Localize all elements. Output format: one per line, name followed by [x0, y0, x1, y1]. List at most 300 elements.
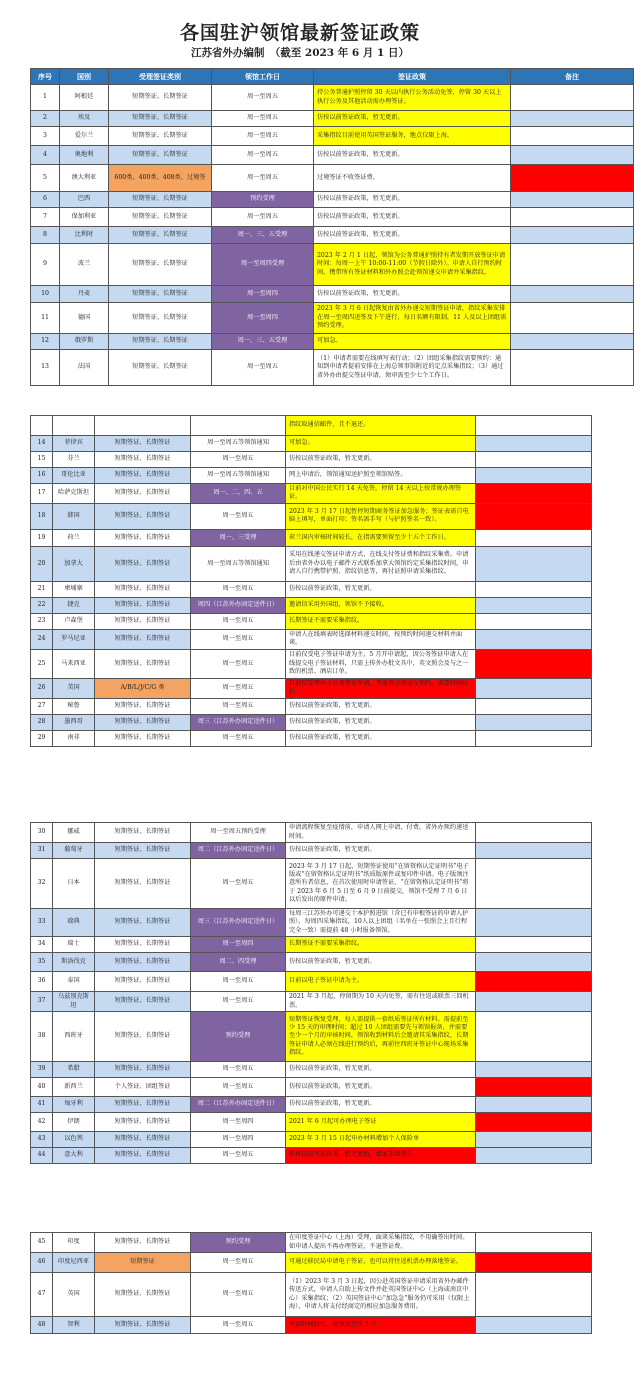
country-cell: 智利	[53, 1317, 95, 1334]
visa-types-cell: 短期签证、长期签证	[95, 484, 191, 504]
note-cell	[511, 334, 634, 350]
work-days-cell: 周一至周五	[191, 613, 286, 629]
work-days-cell: 周二（江苏外办固定送件日）	[191, 843, 286, 859]
visa-policy-cell: 2023 年 2 月 1 日起，领馆为公务普通护照持有者发期开放签证申请时间：每周一上午 10:00-11:00（节假日除外）。申请人自行预约时间，携带所有签证材料和外办照会赴领馆递交申请并采集指纹。	[314, 244, 511, 286]
visa-types-cell: 短期签证、长期签证	[95, 1012, 191, 1062]
country-cell: 保加利亚	[60, 208, 109, 227]
visa-policy-cell: 2023 年 3 月 17 日起，短期签证使用“在留资格认定证明书”电子版或“在留资格认定证明书”纸质版原件或复印件申请。电子版须注意所有者信息，在首次使用时申请签证，“在留资格认定证明书”将于 2023 年 6 月 5 日至 6 月 9 日前提交，领馆不受理 7 月 6 日以后发出的原件申请。	[286, 859, 476, 909]
page-subtitle: 江苏省外办编制 （截至 2023 年 6 月 1 日）	[190, 47, 410, 59]
note-cell	[511, 244, 634, 286]
visa-policy-cell: 仿按以前签证政策，暂无更新。	[286, 843, 476, 859]
row-number: 23	[31, 613, 53, 629]
country-cell: 菲律宾	[53, 436, 95, 452]
work-days-cell: 周一至周五等领馆通知	[191, 546, 286, 581]
work-days-cell: 预约受理	[212, 192, 314, 208]
table-row	[31, 823, 592, 843]
visa-table-section	[30, 1232, 592, 1334]
row-number: 30	[31, 823, 53, 843]
row-number: 44	[31, 1148, 53, 1164]
country-cell: 匈牙利	[53, 1097, 95, 1113]
visa-types-cell: 短期签证	[95, 1253, 191, 1273]
table-row	[31, 1148, 592, 1164]
work-days-cell: 周一至周五	[191, 1148, 286, 1164]
visa-policy-cell: （1）2023 年 3 月 3 日起，因公赴英国签证申请采用省外办邮件传送方式，申请人自助上传文件并赴英国签证中心（上海或南京中心）采集指纹；（2）英国签证中心“加急急”服务仍可采用（仅限上海），申请人将支付经商定的相应加急服务费用。	[286, 1273, 476, 1317]
visa-policy-cell: （1）申请者需要在线填写表行动；（2）团组采集指纹需要预约：通知到申请者提前安排在上海总领事馆附近的定点采集指纹；（3）通过省外办由提交签证申请，须审需至少七个工作日。	[314, 350, 511, 386]
work-days-cell: 周三（江苏外办固定送件日）	[191, 714, 286, 730]
table-row	[31, 714, 592, 730]
work-days-cell: 周一至周四	[212, 303, 314, 334]
country-cell: 秘鲁	[53, 698, 95, 714]
visa-policy-cell: 仿按以前签证政策，暂无更新。	[314, 227, 511, 244]
work-days-cell: 周一至周五	[212, 85, 314, 111]
visa-policy-cell: 长期签证不需要采集指纹。	[286, 613, 476, 629]
note-cell	[476, 436, 592, 452]
row-number: 18	[31, 503, 53, 529]
row-number: 37	[31, 992, 53, 1012]
visa-types-cell: 短期签证、长期签证	[95, 1062, 191, 1078]
visa-policy-cell: 目前以电子签证申请为主。	[286, 972, 476, 992]
row-number: 36	[31, 972, 53, 992]
country-cell: 日本	[53, 859, 95, 909]
work-days-cell: 周一至周五	[191, 698, 286, 714]
note-cell	[476, 859, 592, 909]
visa-types-cell: 短期签证、长期签证	[109, 85, 212, 111]
country-cell: 乌兹别克斯坦	[53, 992, 95, 1012]
visa-policy-cell: 可通过移民局申请电子签证，也可以持往返机票办理落地签证。	[286, 1253, 476, 1273]
note-cell	[511, 85, 634, 111]
table-row	[31, 1317, 592, 1334]
country-cell: 瑞典	[53, 909, 95, 937]
work-days-cell: 预约受理	[191, 1233, 286, 1253]
table-row	[31, 127, 634, 146]
table-row	[31, 937, 592, 953]
row-number: 12	[31, 334, 60, 350]
country-cell: 爱尔兰	[60, 127, 109, 146]
work-days-cell: 周一、三、五受理	[212, 334, 314, 350]
row-number: 20	[31, 546, 53, 581]
table-header-row	[31, 69, 634, 85]
table-row	[31, 698, 592, 714]
work-days-cell: 周一至周五	[191, 1273, 286, 1317]
table-row	[31, 503, 592, 529]
row-number	[31, 416, 53, 436]
visa-types-cell: 短期签证、长期签证	[109, 111, 212, 127]
work-days-cell: 周二、四受理	[191, 953, 286, 972]
visa-policy-cell: 长期签证不需要采集指纹。	[286, 937, 476, 953]
note-cell	[511, 208, 634, 227]
country-cell: 柬埔寨	[53, 581, 95, 597]
table-row	[31, 436, 592, 452]
visa-policy-cell: 2023 年 3 月 6 日起恢复由省外办递交短期签证申请，指纹采集安排在周一至周四送签及下午进行，每日名额有限制，11 人及以上团组需预约受理。	[314, 303, 511, 334]
table-row	[31, 484, 592, 504]
note-cell: 对于签证无法提前发布的情况不受影响	[476, 972, 592, 992]
visa-policy-cell: 仿按以前签证政策，暂无更新。	[314, 111, 511, 127]
visa-policy-cell: 仿按以前签证政策，暂无更新。	[286, 452, 476, 468]
country-cell: 哥伦比亚	[53, 468, 95, 484]
country-cell: 加拿大	[53, 546, 95, 581]
visa-table-section	[30, 68, 634, 386]
visa-types-cell: 短期签证、长期签证	[109, 227, 212, 244]
note-cell	[476, 843, 592, 859]
table-row	[31, 1078, 592, 1097]
work-days-cell: 周一、二、四、五	[191, 484, 286, 504]
row-number: 24	[31, 629, 53, 649]
country-cell: 瑞士	[53, 937, 95, 953]
column-header: 序号	[31, 69, 60, 85]
note-cell	[476, 529, 592, 546]
work-days-cell: 周一至周五	[191, 1062, 286, 1078]
table-row	[31, 1012, 592, 1062]
visa-policy-cell: 2023 年 3 月 15 日起申办材料增加个人保险单	[286, 1132, 476, 1148]
visa-types-cell: 短期签证、长期签证	[95, 953, 191, 972]
note-cell	[511, 111, 634, 127]
row-number: 17	[31, 484, 53, 504]
visa-policy-cell: 仿按以前签证政策，暂无更新。	[314, 146, 511, 165]
visa-types-cell: 短期签证、长期签证	[95, 859, 191, 909]
work-days-cell: 周一至周四	[191, 1113, 286, 1132]
work-days-cell: 周一至周四	[191, 937, 286, 953]
row-number: 5	[31, 165, 60, 192]
note-cell: 对于签证无法提前发布的情况不受影响	[476, 649, 592, 678]
row-number: 28	[31, 714, 53, 730]
row-number: 35	[31, 953, 53, 972]
column-header: 领馆工作日	[212, 69, 314, 85]
country-cell: 波兰	[60, 244, 109, 286]
country-cell: 斯洛伐克	[53, 953, 95, 972]
visa-policy-cell: 网上申请后，领馆通知送护照至领馆贴签。	[286, 468, 476, 484]
visa-types-cell: 短期签证、长期签证	[95, 1273, 191, 1317]
table-row	[31, 146, 634, 165]
row-number: 47	[31, 1273, 53, 1317]
work-days-cell: 周一至周五	[191, 649, 286, 678]
country-cell: 荷兰	[53, 529, 95, 546]
row-number: 7	[31, 208, 60, 227]
country-cell: 印度尼西亚	[53, 1253, 95, 1273]
work-days-cell: 周一至周五	[191, 1317, 286, 1334]
country-cell: 丹麦	[60, 286, 109, 303]
visa-types-cell: 短期签证、长期签证	[95, 1233, 191, 1253]
note-cell	[511, 286, 634, 303]
visa-types-cell: 短期签证、长期签证	[95, 629, 191, 649]
table-row	[31, 192, 634, 208]
column-header: 受理签证类别	[109, 69, 212, 85]
country-cell: 澳大利亚	[60, 165, 109, 192]
note-cell	[476, 468, 592, 484]
table-row	[31, 597, 592, 613]
note-cell	[476, 698, 592, 714]
visa-types-cell: 短期签证、长期签证	[95, 714, 191, 730]
country-cell: 希腊	[53, 1062, 95, 1078]
note-cell: 对于签证无法提前发布的情况不受影响	[476, 1253, 592, 1273]
row-number: 41	[31, 1097, 53, 1113]
table-row	[31, 1097, 592, 1113]
row-number: 40	[31, 1078, 53, 1097]
visa-types-cell: 短期签证、长期签证	[95, 730, 191, 746]
work-days-cell: 周一至周五	[191, 992, 286, 1012]
note-cell	[476, 597, 592, 613]
visa-policy-cell: 邀请信采用外国组，领馆不予接收。	[286, 597, 476, 613]
country-cell: 德国	[60, 303, 109, 334]
table-row	[31, 111, 634, 127]
work-days-cell	[191, 416, 286, 436]
note-cell	[476, 1148, 592, 1164]
table-row	[31, 1273, 592, 1317]
table-row	[31, 165, 634, 192]
work-days-cell: 周一至周四受理	[212, 244, 314, 286]
visa-types-cell: 短期签证、长期签证	[95, 937, 191, 953]
note-cell	[511, 146, 634, 165]
table-row	[31, 730, 592, 746]
table-row	[31, 972, 592, 992]
row-number: 14	[31, 436, 53, 452]
visa-policy-cell: 2021 年 6 月起可办理电子签证	[286, 1113, 476, 1132]
work-days-cell: 周一至周五	[212, 350, 314, 386]
table-row	[31, 208, 634, 227]
visa-policy-cell: 仿按以前签证政策，暂无更新。	[286, 698, 476, 714]
work-days-cell: 周二（江苏外办固定送件日）	[191, 1097, 286, 1113]
row-number: 27	[31, 698, 53, 714]
table-row	[31, 1113, 592, 1132]
country-cell: 美国	[53, 678, 95, 698]
visa-policy-cell: 仿按以前签证政策，暂无更新。	[286, 730, 476, 746]
note-cell: 对于签证无法提前发布的情况不受影响	[511, 165, 634, 192]
visa-types-cell	[95, 416, 191, 436]
country-cell: 葡萄牙	[53, 843, 95, 859]
country-cell: 韩国	[53, 503, 95, 529]
country-cell: 捷克	[53, 597, 95, 613]
work-days-cell: 周一至周五预约受理	[191, 823, 286, 843]
visa-policy-cell: 每周三江苏外办可递交十本护照进馆（含已有申根签证的申请人护照），每周四采集指纹，10人以上团组（名单在一张照会上且行程完全一致）需提前 48 小时报备领馆。	[286, 909, 476, 937]
visa-types-cell: 短期签证、长期签证	[109, 146, 212, 165]
country-cell: 奥地利	[60, 146, 109, 165]
row-number: 32	[31, 859, 53, 909]
visa-types-cell: 短期签证、长期签证	[95, 992, 191, 1012]
row-number: 2	[31, 111, 60, 127]
country-cell: 卢森堡	[53, 613, 95, 629]
row-number: 21	[31, 581, 53, 597]
row-number: 39	[31, 1062, 53, 1078]
table-row	[31, 529, 592, 546]
visa-policy-cell: 可加急。	[314, 334, 511, 350]
note-cell	[476, 1233, 592, 1253]
country-cell: 泰国	[53, 972, 95, 992]
visa-policy-cell: 仿按以前签证政策，暂无更新。	[314, 208, 511, 227]
note-cell	[476, 823, 592, 843]
country-cell: 马来西亚	[53, 649, 95, 678]
country-cell: 印度	[53, 1233, 95, 1253]
table-row	[31, 416, 592, 436]
row-number: 10	[31, 286, 60, 303]
visa-policy-cell: 申请流程恢复至疫情前，申请人网上申请、付费，省外办预约递送时间。	[286, 823, 476, 843]
country-cell: 西班牙	[53, 1012, 95, 1062]
visa-policy-cell: 荷兰国内审核时间较长，在指需要预留至少十五个工作日。	[286, 529, 476, 546]
work-days-cell: 周一至周五	[191, 972, 286, 992]
visa-policy-cell: 平面时间较长，需预留至少 1 月。	[286, 1317, 476, 1334]
note-cell	[511, 227, 634, 244]
work-days-cell: 周一至周五	[191, 452, 286, 468]
country-cell: 芬兰	[53, 452, 95, 468]
note-cell	[511, 192, 634, 208]
row-number: 16	[31, 468, 53, 484]
note-cell	[476, 730, 592, 746]
visa-types-cell: 短期签证、长期签证	[95, 1317, 191, 1334]
country-cell: 法国	[60, 350, 109, 386]
note-cell	[476, 1132, 592, 1148]
table-row	[31, 992, 592, 1012]
work-days-cell: 周一至周五	[212, 165, 314, 192]
row-number: 11	[31, 303, 60, 334]
note-cell	[511, 303, 634, 334]
table-row	[31, 303, 634, 334]
table-row	[31, 1233, 592, 1253]
work-days-cell: 周一至周五	[212, 111, 314, 127]
visa-types-cell: 短期签证、长期签证	[109, 350, 212, 386]
note-cell: 对于签证无法提前发布的情况不受影响	[476, 503, 592, 529]
note-cell	[511, 350, 634, 386]
visa-policy-cell: 仿按以前签证政策，暂无更新。	[286, 1078, 476, 1097]
visa-types-cell: A/B/L/J/C/G 类	[95, 678, 191, 698]
table-row	[31, 452, 592, 468]
note-cell: 对于签证无法提前发布的情况不受影响	[476, 1078, 592, 1097]
visa-policy-cell: 采集指纹目前使用英国签证服务，地点仅限上海。	[314, 127, 511, 146]
table-row	[31, 678, 592, 698]
visa-types-cell: 短期签证、长期签证	[95, 503, 191, 529]
visa-types-cell: 短期签证、长期签证	[109, 286, 212, 303]
country-cell: 以色列	[53, 1132, 95, 1148]
note-cell	[476, 678, 592, 698]
note-cell	[476, 1317, 592, 1334]
visa-types-cell: 短期签证、长期签证	[95, 581, 191, 597]
work-days-cell: 周一、三、五受理	[212, 227, 314, 244]
table-row	[31, 468, 592, 484]
visa-types-cell: 短期签证、长期签证	[109, 303, 212, 334]
visa-policy-cell: 仿按以前签证政策，暂无更新。	[286, 714, 476, 730]
visa-policy-cell: 采用在线递交签证申请方式，在线支付签证费和指纹采集费。申请后由省外办以电子邮件方式联系加拿大领馆约定采集指纹时间，申请人自行携带护照、指纹信息等，再付证照申请采集指纹。	[286, 546, 476, 581]
table-row	[31, 953, 592, 972]
visa-policy-cell: 可加急。	[286, 436, 476, 452]
table-row	[31, 629, 592, 649]
visa-policy-cell: 仿按以前签证政策，暂无更新。	[286, 1062, 476, 1078]
row-number: 42	[31, 1113, 53, 1132]
table-row	[31, 859, 592, 909]
country-cell: 新西兰	[53, 1078, 95, 1097]
visa-types-cell: 600类、400类、408类、过境签	[109, 165, 212, 192]
column-header: 国别	[60, 69, 109, 85]
note-cell	[476, 1062, 592, 1078]
country-cell: 挪威	[53, 823, 95, 843]
visa-types-cell: 个人签证、团组签证	[95, 1078, 191, 1097]
row-number: 19	[31, 529, 53, 546]
visa-policy-cell: 指纹取通信邮件，且不退还。	[286, 416, 476, 436]
visa-types-cell: 短期签证、长期签证	[95, 613, 191, 629]
country-cell: 英国	[53, 1273, 95, 1317]
note-cell	[476, 1097, 592, 1113]
visa-types-cell: 短期签证、长期签证	[95, 1097, 191, 1113]
row-number: 3	[31, 127, 60, 146]
visa-table-section	[30, 415, 592, 747]
note-cell	[476, 714, 592, 730]
note-cell: 对于签证无法提前发布的情况不受影响	[476, 1113, 592, 1132]
note-cell	[476, 992, 592, 1012]
table-row	[31, 85, 634, 111]
work-days-cell: 周一至周五	[191, 629, 286, 649]
visa-types-cell: 短期签证、长期签证	[109, 244, 212, 286]
table-row	[31, 334, 634, 350]
table-row	[31, 1132, 592, 1148]
note-cell	[476, 546, 592, 581]
note-cell	[476, 1012, 592, 1062]
table-row	[31, 244, 634, 286]
visa-policy-cell: 在印度签证中心（上海）受理，面谈采集指纹，不用确签出时间。如申请人提出不再办理签证，不退签证费。	[286, 1233, 476, 1253]
note-cell: 对于签证无法提前发布的情况不受影响	[476, 484, 592, 504]
row-number: 46	[31, 1253, 53, 1273]
note-cell	[476, 613, 592, 629]
row-number: 13	[31, 350, 60, 386]
visa-types-cell: 短期签证、长期签证	[95, 597, 191, 613]
country-cell: 俄罗斯	[60, 334, 109, 350]
visa-types-cell: 短期签证、长期签证	[95, 843, 191, 859]
row-number: 31	[31, 843, 53, 859]
visa-policy-cell: 仿按以前签证政策，暂无更新，增加手续费用。	[286, 1148, 476, 1164]
country-cell: 阿根廷	[60, 85, 109, 111]
note-cell	[511, 127, 634, 146]
row-number: 15	[31, 452, 53, 468]
visa-types-cell: 短期签证、长期签证	[95, 468, 191, 484]
visa-types-cell: 短期签证、长期签证	[95, 436, 191, 452]
visa-policy-cell: 短期签证恢复受理，每人需提供一套纸质签证所有材料。需提前至少 15 天的审理时间；超过 10 人团组需要先与领馆报备，并需要至少一个月的审核时间，领馆收到材料后会邀请其采集指纹，长期签证申请人必须在线进行预约后，再前往西班牙签证中心现场采集指纹。	[286, 1012, 476, 1062]
row-number: 1	[31, 85, 60, 111]
table-row	[31, 286, 634, 303]
work-days-cell: 周一至周四	[212, 286, 314, 303]
country-cell: 南非	[53, 730, 95, 746]
visa-types-cell: 短期签证、长期签证	[109, 127, 212, 146]
visa-types-cell: 短期签证、长期签证	[95, 452, 191, 468]
country-cell: 埃及	[60, 111, 109, 127]
note-cell	[476, 937, 592, 953]
visa-policy-cell: 2023 年 3 月 17 日起暂停短期商务签证加急服务；签证表需自电脑上填写，单面打印；签名需手写（与护照签名一致）。	[286, 503, 476, 529]
visa-types-cell: 短期签证、长期签证	[95, 1113, 191, 1132]
work-days-cell: 周一至周五	[191, 1078, 286, 1097]
table-row	[31, 1253, 592, 1273]
column-header: 签证政策	[314, 69, 511, 85]
country-cell: 比利时	[60, 227, 109, 244]
column-header: 备注	[511, 69, 634, 85]
table-row	[31, 350, 634, 386]
visa-policy-cell: 仿按以前签证政策，暂无更新。	[286, 1097, 476, 1113]
visa-policy-cell: 仿按以前签证政策，暂无更新。	[314, 286, 511, 303]
visa-types-cell: 短期签证、长期签证	[95, 972, 191, 992]
table-row	[31, 613, 592, 629]
work-days-cell: 周一至周五	[212, 208, 314, 227]
work-days-cell: 周一至周四	[191, 1132, 286, 1148]
work-days-cell: 周一至周五	[212, 146, 314, 165]
work-days-cell: 周四（江苏外办固定送件日）	[191, 597, 286, 613]
visa-policy-cell: 2021 年 3 月起，停留期为 10 天内免签，需有往返或联票三回机票。	[286, 992, 476, 1012]
table-row	[31, 649, 592, 678]
visa-policy-cell: 仿按以前签证政策，暂无更新。	[314, 192, 511, 208]
work-days-cell: 周一至周五	[191, 859, 286, 909]
note-cell	[476, 416, 592, 436]
row-number: 25	[31, 649, 53, 678]
table-row	[31, 909, 592, 937]
visa-policy-cell: 仿按以前签证政策，暂无更新。	[286, 581, 476, 597]
row-number: 26	[31, 678, 53, 698]
work-days-cell: 周一至周五	[212, 127, 314, 146]
country-cell: 巴西	[60, 192, 109, 208]
visa-types-cell: 短期签证、长期签证	[109, 208, 212, 227]
note-cell	[476, 629, 592, 649]
note-cell	[476, 581, 592, 597]
